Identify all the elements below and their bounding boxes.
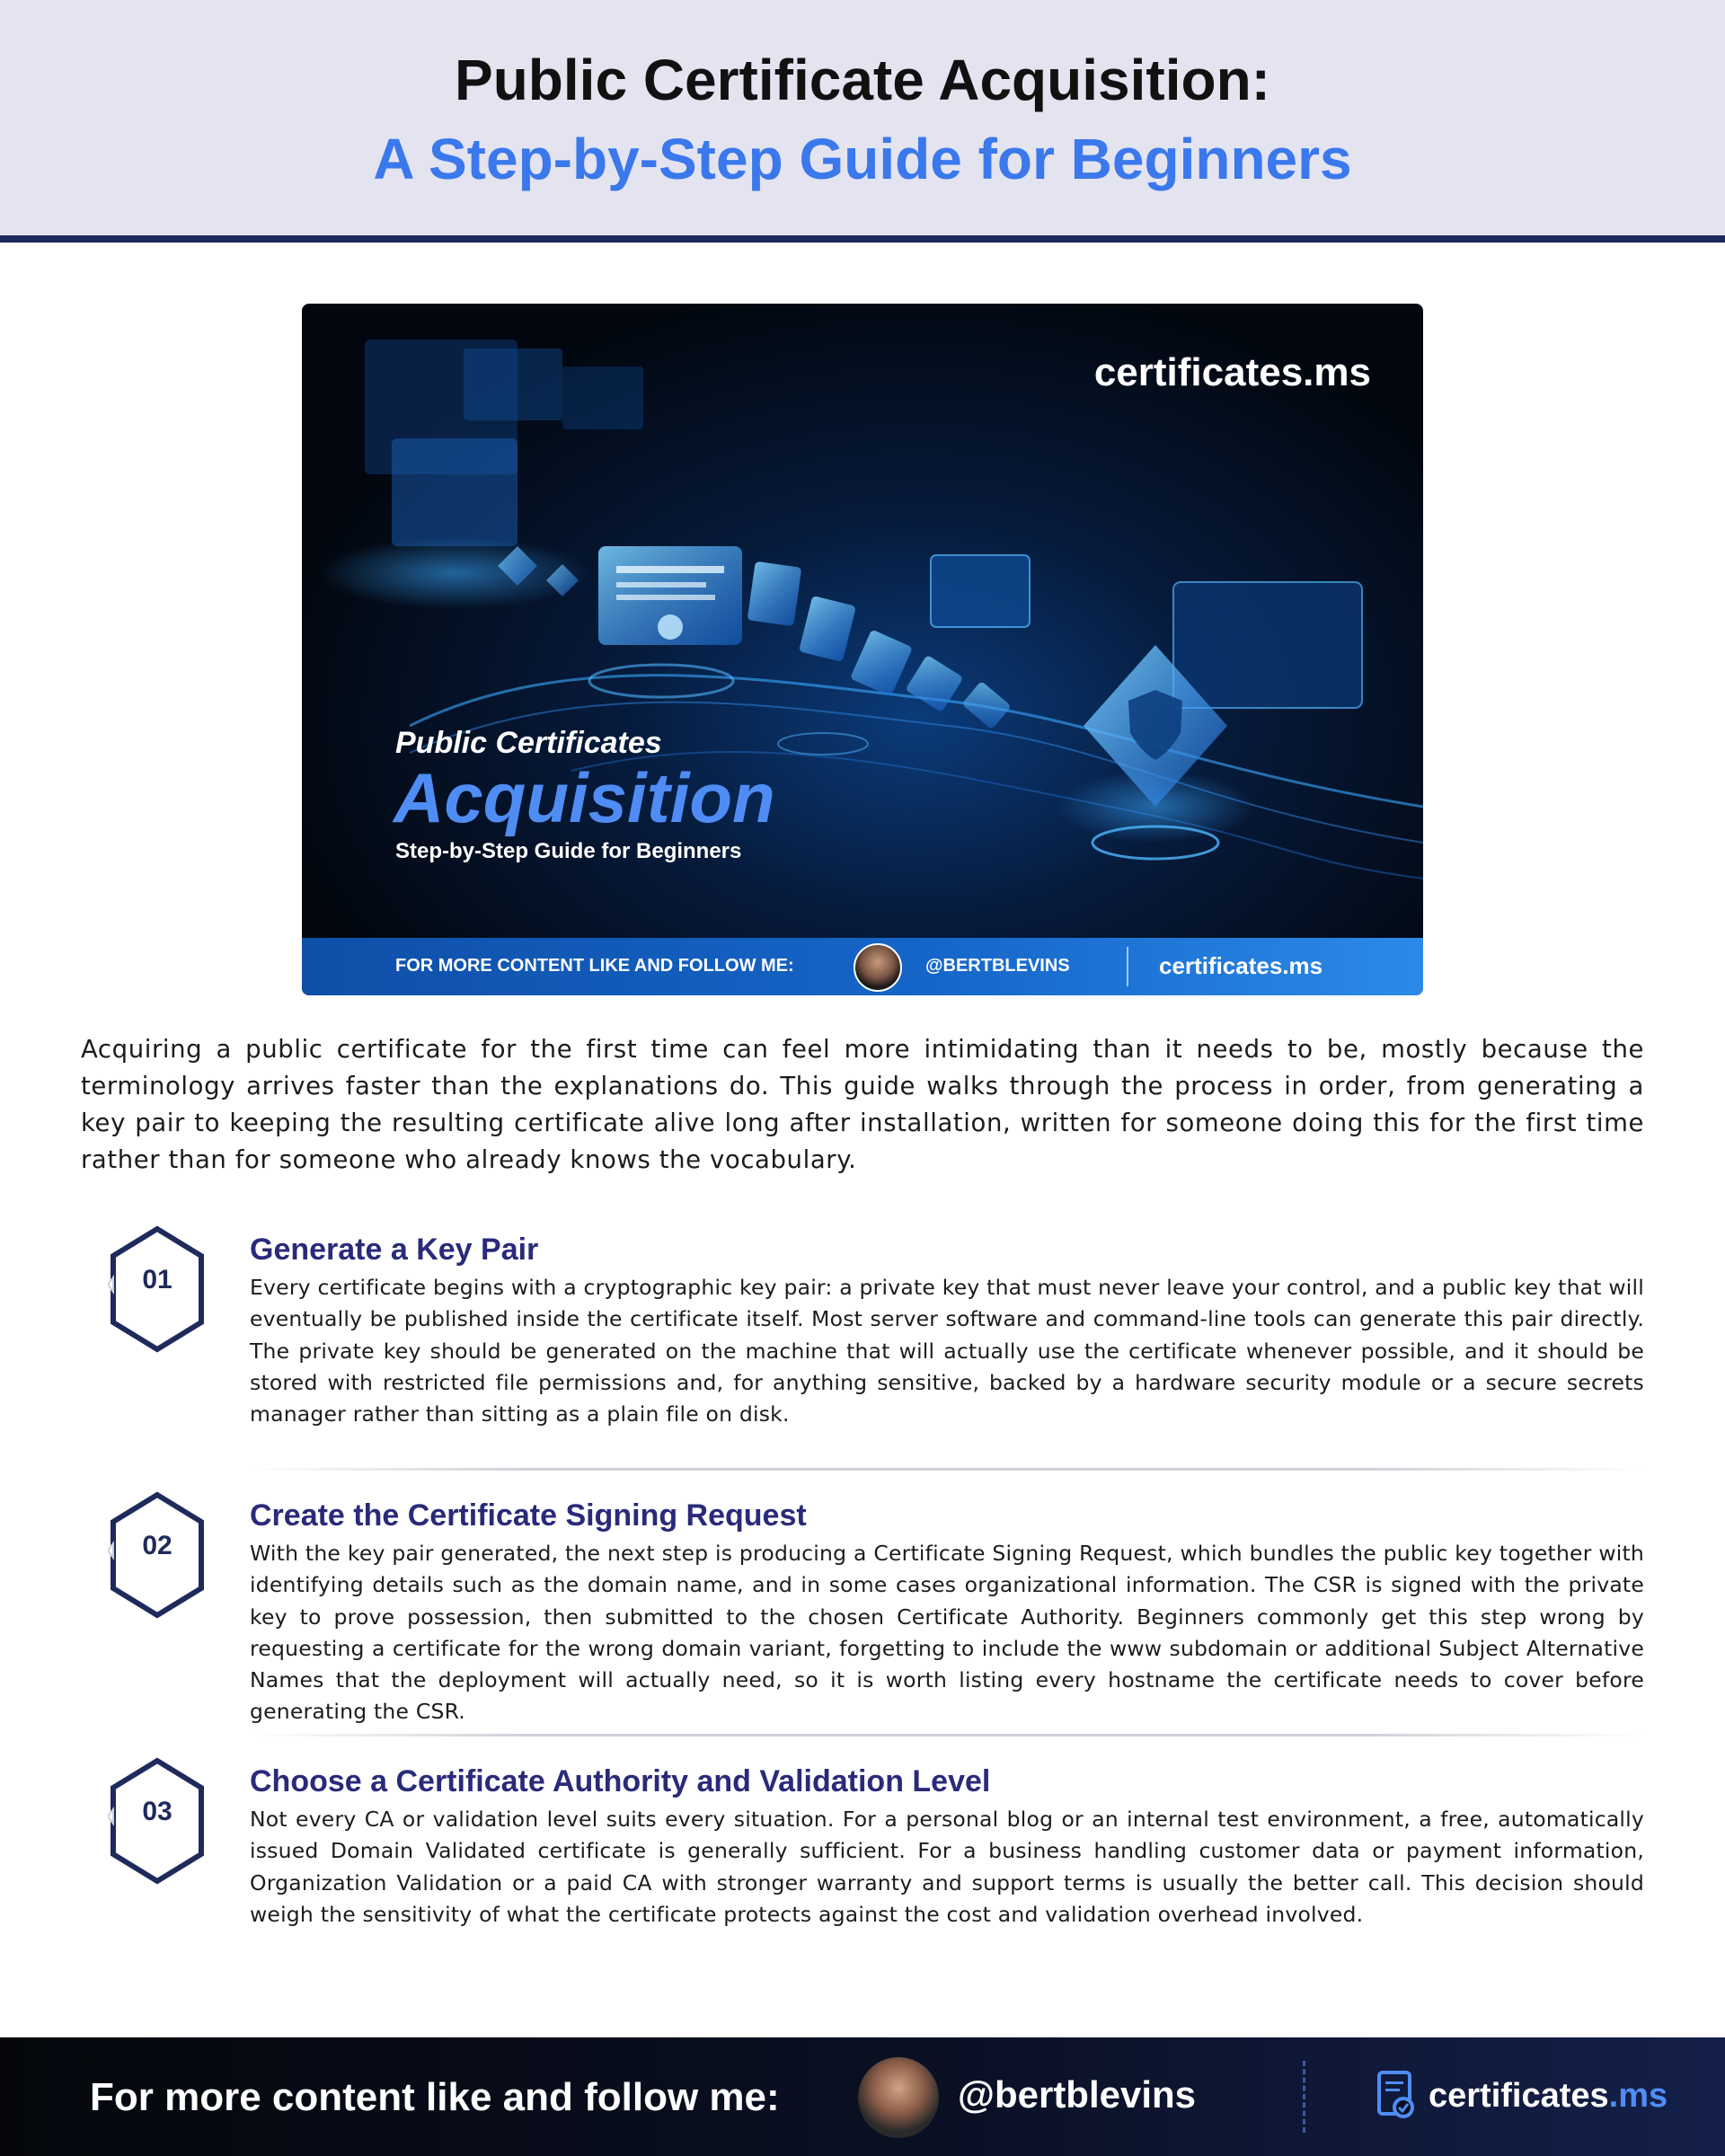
section-divider (250, 1734, 1644, 1736)
footer-follow-text: For more content like and follow me: (90, 2075, 780, 2119)
intro-paragraph: Acquiring a public certificate for the first time can feel more intimidating than it needs to be, mostly because the terminology arrives faster than the explanations do. This guide walks through the process in order, from generating a key pair to keeping the resulting certificate alive long after installation, written for someone doing this for the first time rather than for someone who already knows the vocabulary. (81, 1035, 1644, 1174)
page-footer (0, 2037, 1725, 2156)
step-title: Generate a Key Pair (250, 1233, 539, 1267)
step-title: Create the Certificate Signing Request (250, 1498, 807, 1533)
hero-banner-image (302, 304, 1423, 995)
certificate-logo-icon (1376, 2070, 1416, 2122)
step-number: 03 (142, 1797, 172, 1826)
step-title: Choose a Certificate Authority and Validation Level (250, 1764, 991, 1798)
banner-follow-text: FOR MORE CONTENT LIKE AND FOLLOW ME: (395, 956, 794, 976)
step-text: Every certificate begins with a cryptographic key pair: a private key that must never leave your control, and a public key that will eventually be published inside the certificate itself. Most server software and command-line tools can generate this pair directly. The private key should be generated on the machine that will actually use the certificate whenever possible, and it should be stored with restricted file permissions and, for anything sensitive, backed by a hardware security module or a secure secrets manager rather than sitting as a plain file on disk. (250, 1275, 1644, 1427)
banner-follow-bar (302, 938, 1423, 995)
banner-bar-brand: certificates.ms (1159, 952, 1323, 979)
banner-title-small: Public Certificates (395, 726, 662, 760)
step-number: 02 (142, 1531, 172, 1560)
page-title: Public Certificate Acquisition: (455, 48, 1270, 112)
header-divider (0, 235, 1725, 243)
page-header (0, 0, 1725, 235)
step-text: With the key pair generated, the next step is producing a Certificate Signing Request, which bundles the public key together with identifying details such as the domain name, and in some cases organizational information. The CSR is signed with the private key to prove possession, then submitted to the chosen Certificate Authority. Beginners commonly get this step wrong by requesting a certificate for the wrong domain variant, forgetting to include the www subdomain or additional Subject Alternative Names that the deployment will actually need, so it is worth listing every hostname the certificate needs to cover before generating the CSR. (250, 1541, 1644, 1725)
page-subtitle: A Step-by-Step Guide for Beginners (373, 127, 1352, 191)
footer-brand-suffix: .ms (1608, 2077, 1668, 2115)
footer-handle-link[interactable]: @bertblevins (958, 2073, 1197, 2116)
footer-brand-link[interactable] (1429, 2077, 1668, 2116)
banner-bar-divider (1127, 947, 1128, 986)
section-divider (250, 1468, 1644, 1471)
banner-brand-logo: certificates.ms (1093, 350, 1371, 394)
footer-divider (1303, 2061, 1305, 2133)
avatar (858, 2057, 939, 2138)
banner-title-large: Acquisition (394, 758, 775, 837)
step-number: 01 (142, 1265, 172, 1294)
step-text: Not every CA or validation level suits every situation. For a personal blog or an internal test environment, a free, automatically issued Domain Validated certificate is generally sufficient. For a business handling customer data or payment information, Organization Validation or a paid CA with stronger warranty and support terms is usually the better call. This decision should weigh the sensitivity of what the certificate protects against the cost and validation overhead involved. (250, 1807, 1644, 1927)
footer-brand-main: certificates (1429, 2077, 1609, 2115)
banner-subtitle: Step-by-Step Guide for Beginners (395, 839, 742, 863)
banner-handle: @BERTBLEVINS (925, 956, 1070, 976)
avatar (854, 943, 902, 992)
